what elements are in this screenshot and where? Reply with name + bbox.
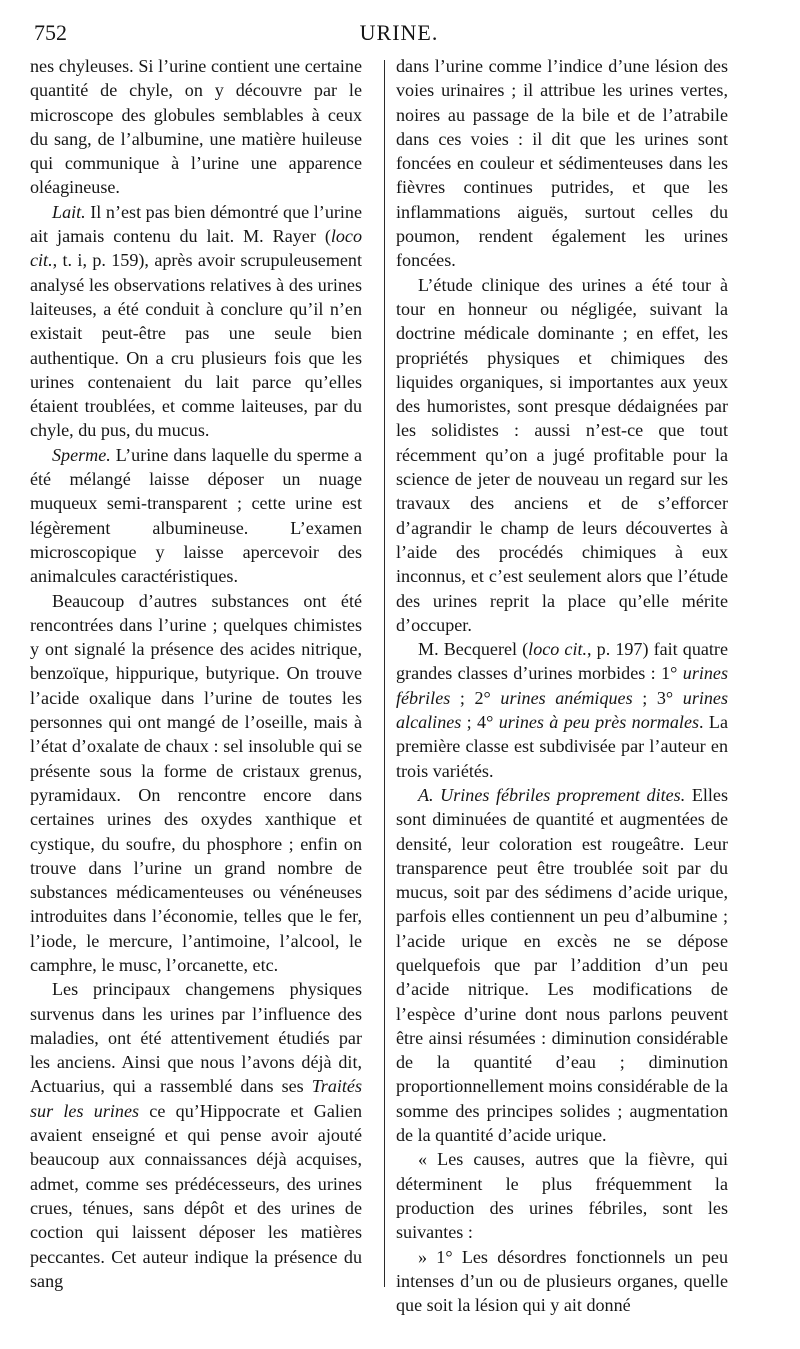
text-run: nes chyleuses. Si l’urine contient une certaine quantité de chyle, on y découvre par le microscope des globules semblables à ceux du sang, de l’albumine, une matière huileuse qui communique à l’urine une apparence oléagineuse. xyxy=(30,56,362,198)
italic-text: loco cit. xyxy=(30,226,362,271)
italic-text: Sperme. xyxy=(52,444,111,465)
text-run: « Les causes, autres que la fièvre, qui déterminent le plus fréquemment la production des urines fébriles, sont les suivantes : xyxy=(396,1149,728,1243)
running-head: URINE. xyxy=(359,20,439,45)
italic-text: urines à peu près normales xyxy=(498,712,700,733)
paragraph xyxy=(30,977,362,1293)
paragraph xyxy=(396,637,728,783)
paragraph xyxy=(30,443,362,589)
italic-text: A. Urines fébriles proprement dites. xyxy=(418,784,686,805)
text-run: » 1° Les désordres fonctionnels un peu intenses d’un ou de plusieurs organes, quelle que soit la lésion qui y ait donné xyxy=(396,1246,728,1316)
text-run: M. Becquerel ( xyxy=(418,639,529,660)
text-run: dans l’urine comme l’indice d’une lésion des voies urinaires ; il attribue les urines vertes, noires au passage de la bile et de l’atrabile dans ces voies : il dit que les urines sont foncées en couleur et sédimenteuses dans les fièvres continues putrides, et que les inflammations aiguës, surtout celles du poumon, rendent également les urines foncées. xyxy=(396,56,728,271)
italic-text: urines anémiques xyxy=(500,687,633,708)
page-header xyxy=(34,20,764,52)
italic-text: Traités sur les urines xyxy=(30,1076,362,1121)
left-column xyxy=(30,54,362,1293)
text-run: Il n’est pas bien démontré que l’urine ait jamais contenu du lait. M. Rayer ( xyxy=(30,201,362,247)
text-run: L’étude clinique des urines a été tour à tour en honneur ou négligée, suivant la doctrine médicale dominante ; en effet, les propriétés physiques et chimiques des liquides organiques, si importantes aux yeux des humoristes, sont presque dédaignées par les solidistes : aussi n’est-ce que tout récemment qu’on a jugé profitable pour la science de jeter de nouveau un regard sur les travaux des anciens et de s’efforcer d’agrandir le champ de leurs découvertes à l’aide des procédés chimiques à eux inconnus, et c’est seulement alors que l’étude des urines reprit la place qu’elle mérite d’occuper. xyxy=(396,274,728,635)
italic-text: loco cit. xyxy=(528,639,588,660)
column-divider xyxy=(384,60,385,1287)
italic-text: urines fébriles xyxy=(396,663,728,708)
paragraph xyxy=(30,54,362,200)
text-run: ; 3° xyxy=(632,687,683,708)
paragraph xyxy=(396,1147,728,1244)
right-column xyxy=(396,54,728,1317)
text-run: ce qu’Hippocrate et Galien avaient enseigné et qui pense avoir ajouté beaucoup aux connaissances déjà acquises, admet, comme ses prédécesseurs, des urines crues, ténues, sans dépôt et des urines de coction qui laissent déposer les matières peccantes. Cet auteur indique la présence du sang xyxy=(30,1100,362,1291)
italic-text: urines alcalines xyxy=(396,687,728,733)
italic-text: Lait. xyxy=(52,201,86,222)
paragraph xyxy=(396,783,728,1147)
paragraph xyxy=(396,54,728,273)
text-run: , t. i, p. 159), après avoir scrupuleusement analysé les observations relatives à des urines laiteuses, a été conduit à conclure qu’il n’en existait peut-être pas une seule bien authentique. On a cru plusieurs fois que les urines contenaient du lait parce qu’elles étaient troublées, et comme laiteuses, par du chyle, du pus, du mucus. xyxy=(30,250,362,441)
text-run: Elles sont diminuées de quantité et augmentées de densité, leur coloration est rougeâtre. Leur transparence peut être troublée soit par du mucus, soit par des sédimens d’acide urique, parfois elles contiennent un peu d’albumine ; l’acide urique en excès ne se dépose quelquefois que par l’addition d’un peu d’acide nitrique. Les modifications de l’espèce d’urine dont nous parlons peuvent être ainsi résumées : diminution considérable de la quantité d’eau ; diminution proportionnellement moins considérable de la somme des principes solides ; augmentation de la quantité d’acide urique. xyxy=(396,784,728,1146)
text-run: Les principaux changemens physiques survenus dans les urines par l’influence des maladies, ont été attentivement étudiés par les anciens. Ainsi que nous l’avons déjà dit, Actuarius, qui a rassemblé dans ses xyxy=(30,979,362,1097)
text-run: ; 4° xyxy=(461,712,499,733)
page-number: 752 xyxy=(34,20,67,45)
text-run: L’urine dans laquelle du sperme a été mélangé laisse déposer un nuage muqueux semi-transparent ; cette urine est légèrement albumineuse. L’examen microscopique y laisse apercevoir des animalcules caractéristiques. xyxy=(30,444,362,587)
paragraph xyxy=(30,200,362,443)
text-run: ; 2° xyxy=(450,687,501,708)
paragraph xyxy=(30,589,362,978)
text-run: , p. 197) fait quatre grandes classes d’urines morbides : 1° xyxy=(396,639,728,684)
text-run: Beaucoup d’autres substances ont été rencontrées dans l’urine ; quelques chimistes y ont signalé la présence des acides nitrique, benzoïque, hippurique, butyrique. On trouve l’acide oxalique dans l’urine de toutes les personnes qui ont mangé de l’oseille, mais à l’état d’oxalate de chaux : sel insoluble qui se présente sous la forme de cristaux grenus, pyramidaux. On rencontre encore dans certaines urines des oxydes xanthique et cystique, du soufre, du phosphore ; enfin on trouve dans l’urine un grand nombre de substances médicamenteuses ou vénéneuses introduites dans l’économie, telles que le fer, l’iode, le mercure, l’antimoine, l’alcool, le camphre, le musc, l’orcanette, etc. xyxy=(30,590,362,975)
paragraph xyxy=(396,273,728,637)
text-run: . La première classe est subdivisée par l’auteur en trois variétés. xyxy=(396,712,728,781)
paragraph xyxy=(396,1245,728,1318)
